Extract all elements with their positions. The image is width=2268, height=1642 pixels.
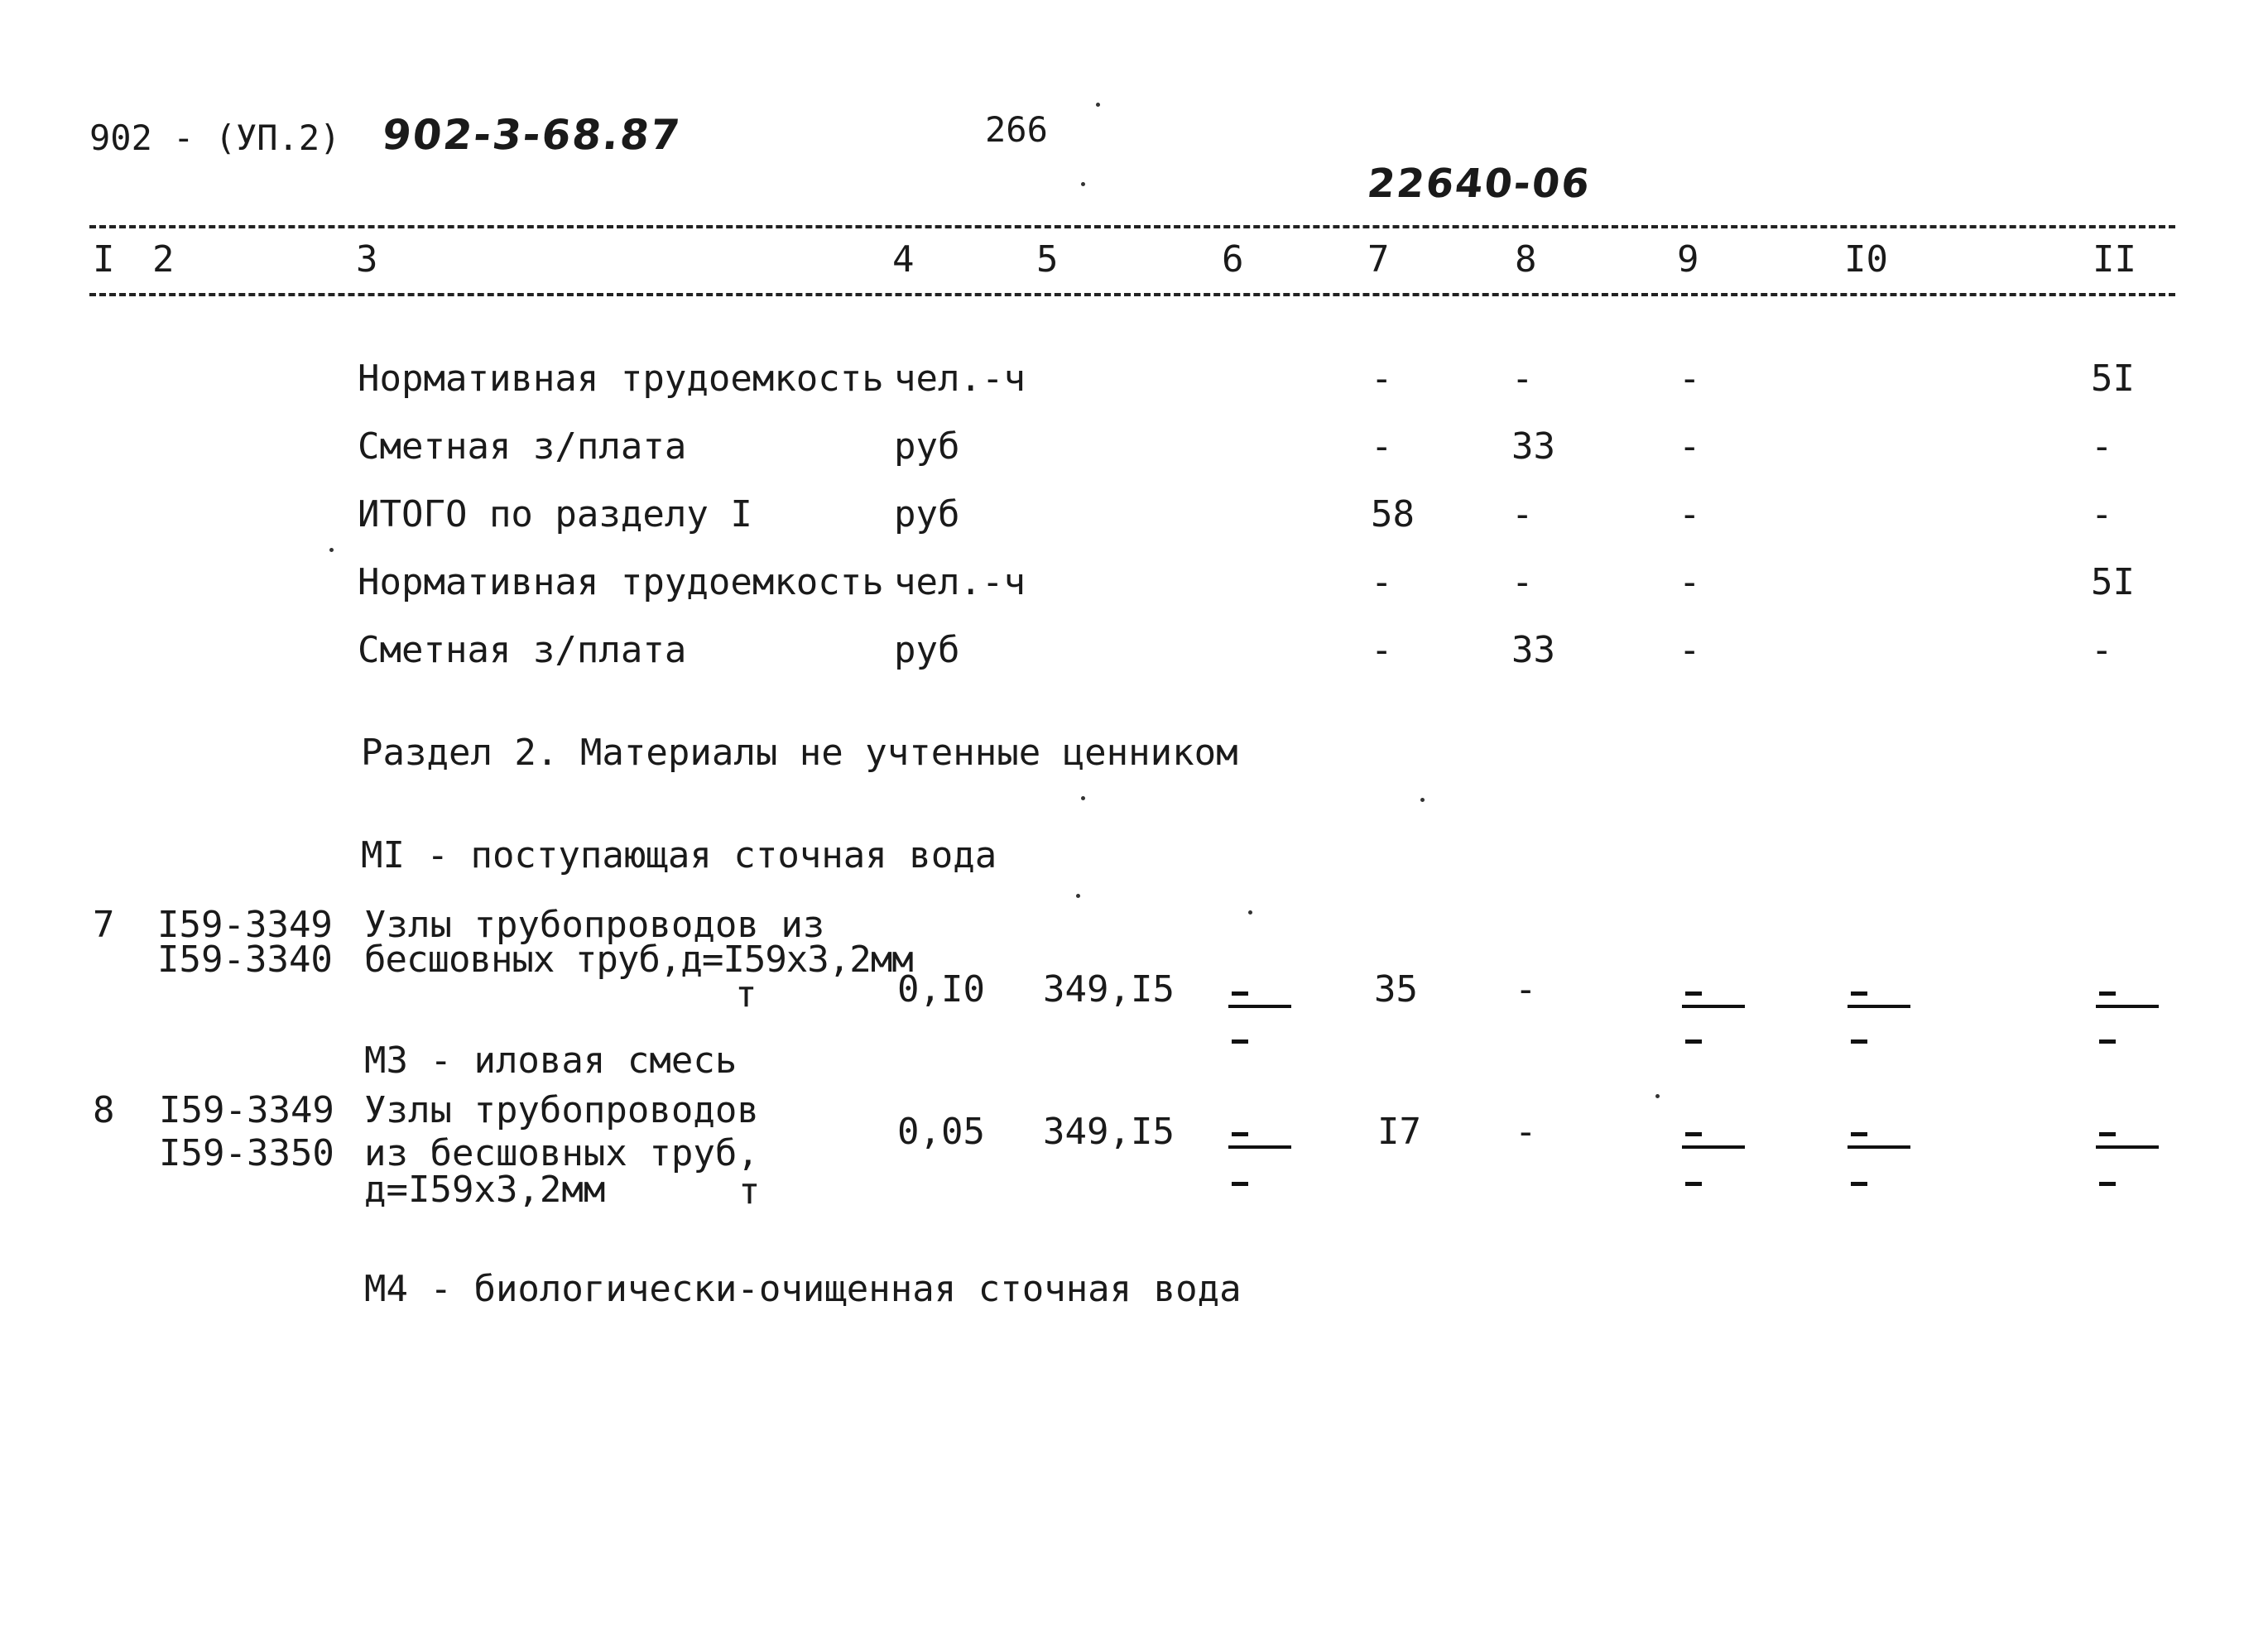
item-col8: - — [1515, 968, 1537, 1011]
item-description-line-1: Узлы трубопроводов — [364, 1089, 759, 1131]
item-total: I7 — [1377, 1111, 1421, 1153]
row-col9: - — [1679, 493, 1701, 535]
row-unit: руб — [894, 425, 960, 468]
item-description-line-2: бесшовных труб,д=I59x3,2мм — [364, 939, 913, 981]
column-header-4: 4 — [892, 238, 915, 281]
item-quantity: 0,05 — [897, 1111, 985, 1153]
row-col7: - — [1371, 561, 1393, 603]
fraction-dash — [1851, 991, 1867, 996]
row-col8: - — [1511, 561, 1534, 603]
row-col11: 5I — [2091, 561, 2135, 603]
fraction-dash — [1851, 1132, 1867, 1136]
series-code: 902 - (УП.2) — [89, 118, 341, 158]
row-col11: - — [2091, 425, 2113, 468]
subsection-m4: М4 - биологически-очищенная сточная вода — [364, 1268, 1242, 1310]
fraction-bar — [1848, 1145, 1910, 1149]
item-number: 8 — [93, 1089, 115, 1131]
row-col9: - — [1679, 358, 1701, 400]
fraction-dash — [1685, 1182, 1702, 1186]
fraction-bar — [1228, 1145, 1291, 1149]
item-description-line-1: Узлы трубопроводов из — [364, 904, 825, 946]
scan-speck — [1076, 894, 1080, 898]
row-label: Сметная з/плата — [358, 425, 687, 468]
header-top-rule — [89, 225, 2175, 228]
scan-speck — [1096, 103, 1100, 107]
item-description-line-3: д=I59x3,2мм — [364, 1169, 606, 1211]
row-label: Нормативная трудоемкость — [358, 561, 884, 603]
item-code-1: I59-3349 — [157, 904, 333, 946]
column-header-3: 3 — [356, 238, 378, 281]
item-total: 35 — [1374, 968, 1418, 1011]
row-col8: - — [1511, 493, 1534, 535]
row-col11: - — [2091, 629, 2113, 671]
column-header-7: 7 — [1367, 238, 1390, 281]
scan-speck — [1420, 798, 1425, 802]
item-description-line-2: из бесшовных труб, — [364, 1132, 759, 1174]
fraction-bar — [2096, 1145, 2159, 1149]
scan-speck — [1655, 1094, 1660, 1098]
column-header-2: 2 — [152, 238, 175, 281]
fraction-dash — [1232, 991, 1248, 996]
item-unit: т — [738, 1170, 761, 1212]
column-header-10: I0 — [1844, 238, 1888, 281]
fraction-dash — [1851, 1182, 1867, 1186]
row-unit: чел.-ч — [894, 358, 1026, 400]
row-col7: 58 — [1371, 493, 1415, 535]
fraction-bar — [1682, 1145, 1745, 1149]
column-header-1: I — [93, 238, 115, 281]
row-col8: - — [1511, 358, 1534, 400]
item-quantity: 0,I0 — [897, 968, 985, 1011]
row-col9: - — [1679, 629, 1701, 671]
fraction-dash — [2099, 1132, 2116, 1136]
scan-speck — [1081, 796, 1085, 800]
row-label: ИТОГО по разделу I — [358, 493, 752, 535]
header-bottom-rule — [89, 293, 2175, 296]
fraction-dash — [2099, 1039, 2116, 1044]
document-number: 22640-06 — [1365, 161, 1593, 207]
fraction-dash — [2099, 1182, 2116, 1186]
fraction-dash — [1685, 1132, 1702, 1136]
row-col11: - — [2091, 493, 2113, 535]
scan-speck — [1081, 182, 1085, 186]
column-header-5: 5 — [1036, 238, 1059, 281]
fraction-bar — [2096, 1005, 2159, 1008]
item-col8: - — [1515, 1111, 1537, 1153]
item-unit: т — [735, 973, 757, 1015]
fraction-dash — [1232, 1039, 1248, 1044]
row-label: Сметная з/плата — [358, 629, 687, 671]
row-col11: 5I — [2091, 358, 2135, 400]
row-unit: руб — [894, 629, 960, 671]
row-label: Нормативная трудоемкость — [358, 358, 884, 400]
fraction-dash — [2099, 991, 2116, 996]
fraction-bar — [1848, 1005, 1910, 1008]
subsection-m1: МI - поступающая сточная вода — [361, 834, 997, 876]
item-number: 7 — [93, 904, 115, 946]
handwritten-project-code: 902-3-68.87 — [379, 111, 684, 159]
scan-speck — [1248, 910, 1252, 915]
row-col7: - — [1371, 425, 1393, 468]
column-header-8: 8 — [1515, 238, 1537, 281]
fraction-dash — [1232, 1132, 1248, 1136]
row-unit: чел.-ч — [894, 561, 1026, 603]
scan-speck — [329, 548, 334, 552]
item-code-2: I59-3340 — [157, 939, 333, 981]
fraction-dash — [1685, 1039, 1702, 1044]
column-header-11: II — [2093, 238, 2136, 281]
item-code-2: I59-3350 — [159, 1132, 334, 1174]
fraction-dash — [1851, 1039, 1867, 1044]
subsection-m3: М3 - иловая смесь — [364, 1039, 738, 1082]
column-header-6: 6 — [1222, 238, 1244, 281]
item-price: 349,I5 — [1043, 968, 1175, 1011]
column-header-9: 9 — [1677, 238, 1699, 281]
row-unit: руб — [894, 493, 960, 535]
row-col9: - — [1679, 561, 1701, 603]
fraction-bar — [1228, 1005, 1291, 1008]
page-number: 266 — [985, 109, 1048, 150]
row-col7: - — [1371, 358, 1393, 400]
row-col8: 33 — [1511, 425, 1555, 468]
fraction-dash — [1232, 1182, 1248, 1186]
row-col7: - — [1371, 629, 1393, 671]
fraction-bar — [1682, 1005, 1745, 1008]
fraction-dash — [1685, 991, 1702, 996]
row-col8: 33 — [1511, 629, 1555, 671]
item-code-1: I59-3349 — [159, 1089, 334, 1131]
row-col9: - — [1679, 425, 1701, 468]
item-price: 349,I5 — [1043, 1111, 1175, 1153]
section-title: Раздел 2. Материалы не учтенные ценником — [361, 732, 1238, 774]
